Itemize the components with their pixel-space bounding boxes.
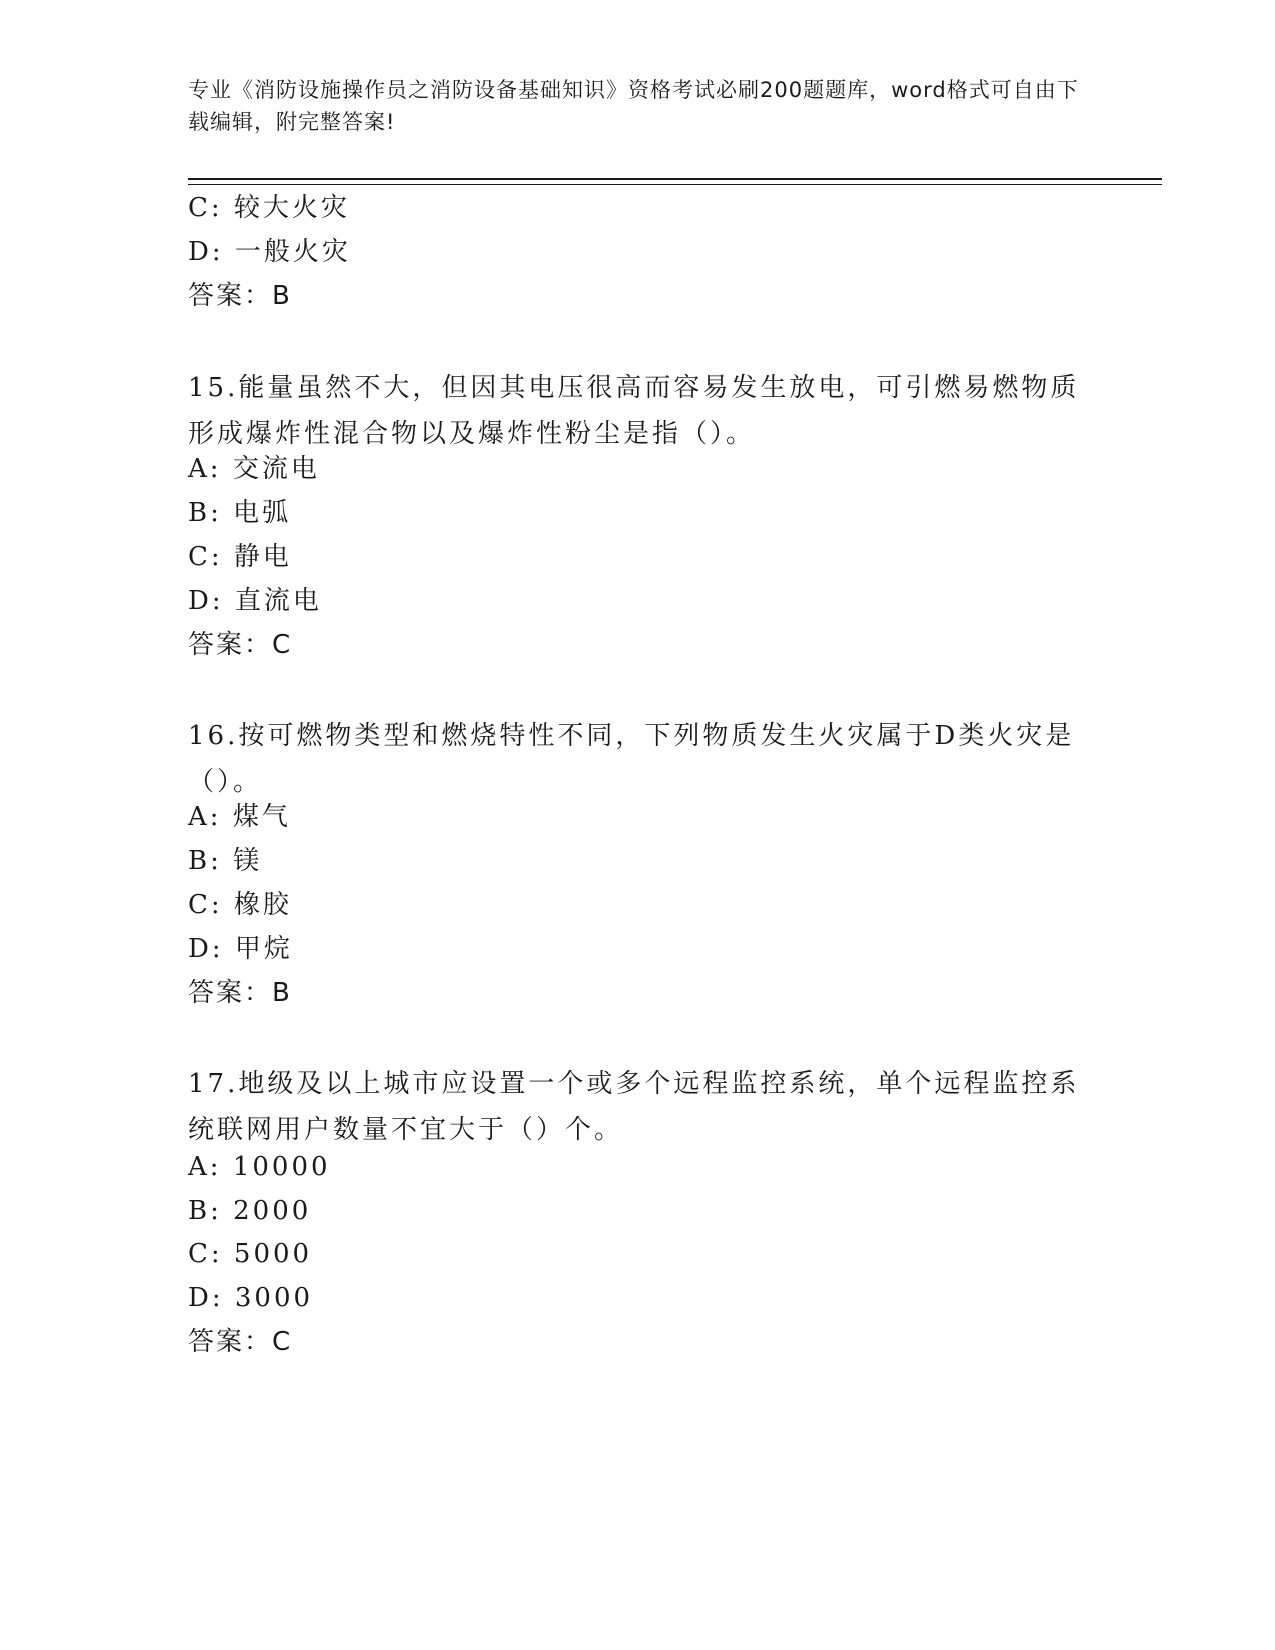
answer-line: 答案：C [188,1327,293,1357]
option-text: 甲烷 [234,934,293,964]
option-label: D: [188,1283,224,1313]
option-text: 一般火灾 [234,237,351,267]
option-line [188,452,320,486]
header-divider-thick [188,178,1162,180]
option-label: B: [188,498,222,528]
option-line [188,1281,313,1315]
option-label: A: [188,802,222,832]
option-text: 10000 [232,1152,331,1182]
question-stem: 17.地级及以上城市应设置一个或多个远程监控系统，单个远程监控系统联网用户数量不宜大于（）个。 [188,1069,1080,1145]
option-line [188,540,292,574]
option-label: D: [188,586,224,616]
option-label: B: [188,846,222,876]
option-label: A: [188,1152,222,1182]
option-text: 5000 [233,1239,313,1269]
option-text: 较大火灾 [233,193,350,223]
answer-line: 答案：B [188,281,292,311]
option-text: 3000 [234,1283,314,1313]
option-line [188,844,262,878]
option-label: B: [188,1196,222,1226]
option-label: C: [188,1239,223,1269]
option-label: A: [188,454,222,484]
option-line [188,191,350,225]
option-line [188,800,291,834]
answer-line: 答案：C [188,630,293,660]
option-label: C: [188,193,223,223]
answer-line: 答案：B [188,978,292,1008]
question-stem: 15.能量虽然不大，但因其电压很高而容易发生放电，可引燃易燃物质形成爆炸性混合物以及爆炸性粉尘是指（）。 [188,373,1080,449]
option-line [188,584,322,618]
option-text: 橡胶 [233,890,292,920]
option-text: 2000 [233,1196,312,1226]
option-line [188,1150,331,1184]
option-line [188,496,291,530]
option-line [188,1237,312,1271]
question-stem: 16.按可燃物类型和燃烧特性不同，下列物质发生火灾属于D类火灾是（）。 [188,721,1075,797]
document-header: 专业《消防设施操作员之消防设备基础知识》资格考试必刷200题题库，word格式可自由下载编辑，附完整答案! [188,78,1079,134]
option-text: 静电 [233,542,292,572]
option-label: C: [188,890,223,920]
option-text: 直流电 [234,586,322,616]
option-text: 镁 [233,846,263,876]
option-text: 电弧 [233,498,292,528]
option-line [188,1194,311,1228]
option-line [188,932,293,966]
option-text: 煤气 [232,802,291,832]
option-label: C: [188,542,223,572]
option-text: 交流电 [232,454,320,484]
option-line [188,888,292,922]
option-line [188,235,351,269]
option-label: D: [188,237,224,267]
option-label: D: [188,934,224,964]
header-divider-thin [188,184,1162,185]
